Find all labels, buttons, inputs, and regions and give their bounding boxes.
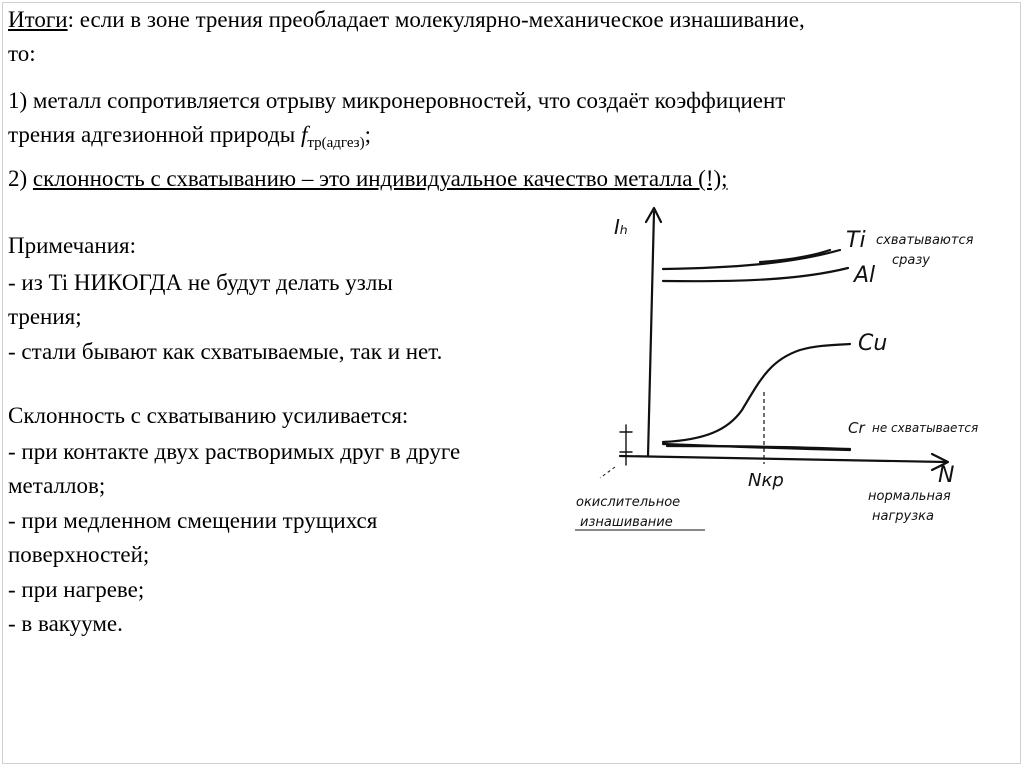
label-al: Al	[854, 263, 876, 288]
y-axis-label: Iₕ	[614, 215, 628, 239]
summary-label: Итоги	[8, 7, 68, 32]
x-caption-line-2: нагрузка	[872, 509, 934, 524]
notes-line-2: трения;	[8, 304, 82, 329]
notes-line-1: - из Ti НИКОГДА не будут делать узлы	[8, 270, 393, 295]
label-cu: Cu	[858, 331, 888, 356]
critical-load-label: Nкр	[748, 470, 784, 491]
friction-symbol: f	[300, 122, 308, 147]
tendency-line-1: - при контакте двух растворимых друг в друге	[8, 439, 461, 464]
ti-note-line-1: схватываются	[876, 233, 974, 248]
x-caption-line-1: нормальная	[868, 489, 951, 504]
curve-ti	[663, 250, 840, 269]
offset-caption-line-1: окислительное	[576, 495, 681, 510]
cr-note: не схватывается	[872, 421, 979, 435]
notes-line-3: - стали бывают как схватываемые, так и нет.	[8, 339, 443, 364]
offset-caption-line-2: изнашивание	[580, 515, 673, 530]
tendency-line-2: металлов;	[8, 473, 106, 498]
curve-cu	[663, 344, 850, 442]
x-axis	[620, 456, 946, 462]
offset-leader	[598, 467, 615, 496]
tendency-line-6: - в вакууме.	[8, 611, 123, 636]
y-axis	[648, 212, 654, 456]
tendency-line-4: поверхностей;	[8, 542, 150, 567]
curve-al	[663, 268, 848, 281]
point-2-underlined: склонность с схватыванию – это индивидуальное качество металла (!);	[32, 166, 728, 191]
notes-title: Примечания:	[8, 233, 136, 258]
point-1-end: ;	[364, 122, 371, 147]
summary-text: : если в зоне трения преобладает молекулярно-механическое изнашивание,	[67, 7, 805, 32]
point-2-prefix: 2)	[8, 166, 33, 191]
x-axis-label: N	[938, 463, 955, 488]
tendency-line-3: - при медленном смещении трущихся	[8, 508, 378, 533]
friction-subscript: тр(адгез)	[307, 135, 365, 151]
point-1-text: трения адгезионной природы	[8, 122, 301, 147]
ti-note-line-2: сразу	[892, 253, 930, 268]
summary-line-2: то:	[8, 41, 36, 66]
label-ti: Ti	[846, 228, 866, 253]
point-1-line-1: 1) металл сопротивляется отрыву микронеровностей, что создаёт коэффициент	[8, 88, 786, 113]
label-cr: Cr	[848, 419, 865, 437]
tendency-title: Склонность с схватыванию усиливается:	[8, 403, 409, 428]
tendency-line-5: - при нагреве;	[8, 577, 145, 602]
